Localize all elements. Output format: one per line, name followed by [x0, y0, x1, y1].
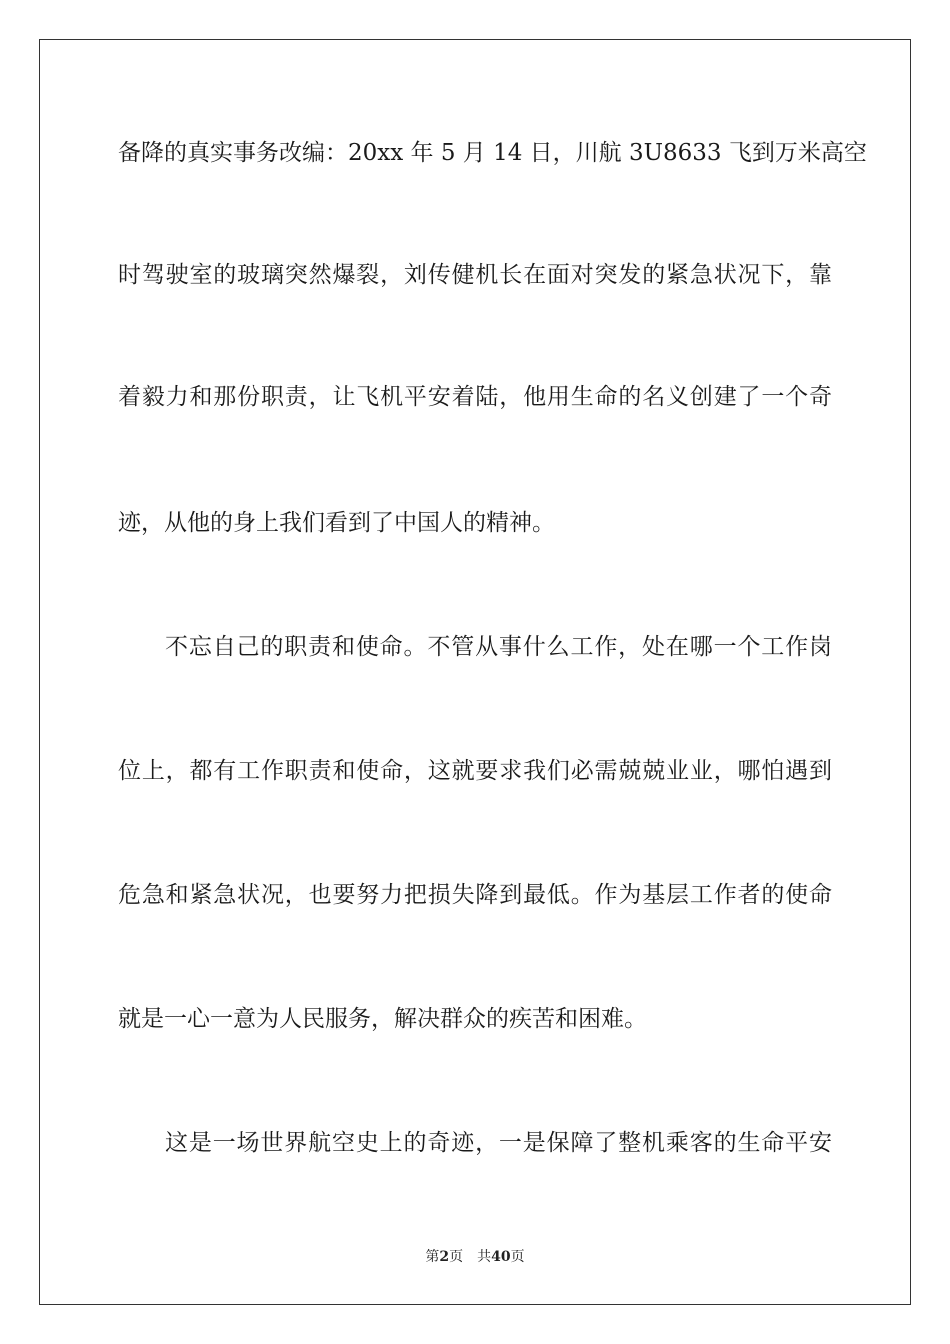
footer-total-prefix: 共 [477, 1249, 492, 1265]
footer-total-pages: 40 [491, 1249, 511, 1265]
page-border [39, 39, 911, 1305]
text-line-1: 备降的真实事务改编：20xx 年 5 月 14 日，川航 3U8633 飞到万米高空 [118, 140, 867, 166]
text-line-7: 危急和紧急状况，也要努力把损失降到最低。作为基层工作者的使命 [118, 882, 832, 908]
text-line-4: 迹，从他的身上我们看到了中国人的精神。 [118, 510, 555, 536]
footer-total-suffix: 页 [510, 1249, 525, 1265]
text-line-5: 不忘自己的职责和使命。不管从事什么工作，处在哪一个工作岗 [165, 634, 832, 660]
text-line-3: 着毅力和那份职责，让飞机平安着陆，他用生命的名义创建了一个奇 [118, 384, 832, 410]
text-line-8: 就是一心一意为人民服务，解决群众的疾苦和困难。 [118, 1006, 647, 1032]
text-line-9: 这是一场世界航空史上的奇迹，一是保障了整机乘客的生命平安 [165, 1130, 832, 1156]
footer-page-suffix: 页 [449, 1249, 464, 1265]
footer-page-number: 2 [439, 1249, 450, 1265]
footer-page-prefix: 第 [425, 1249, 440, 1265]
page-footer [0, 1248, 950, 1266]
text-line-2: 时驾驶室的玻璃突然爆裂，刘传健机长在面对突发的紧急状况下，靠 [118, 262, 832, 288]
text-line-6: 位上，都有工作职责和使命，这就要求我们必需兢兢业业，哪怕遇到 [118, 758, 832, 784]
